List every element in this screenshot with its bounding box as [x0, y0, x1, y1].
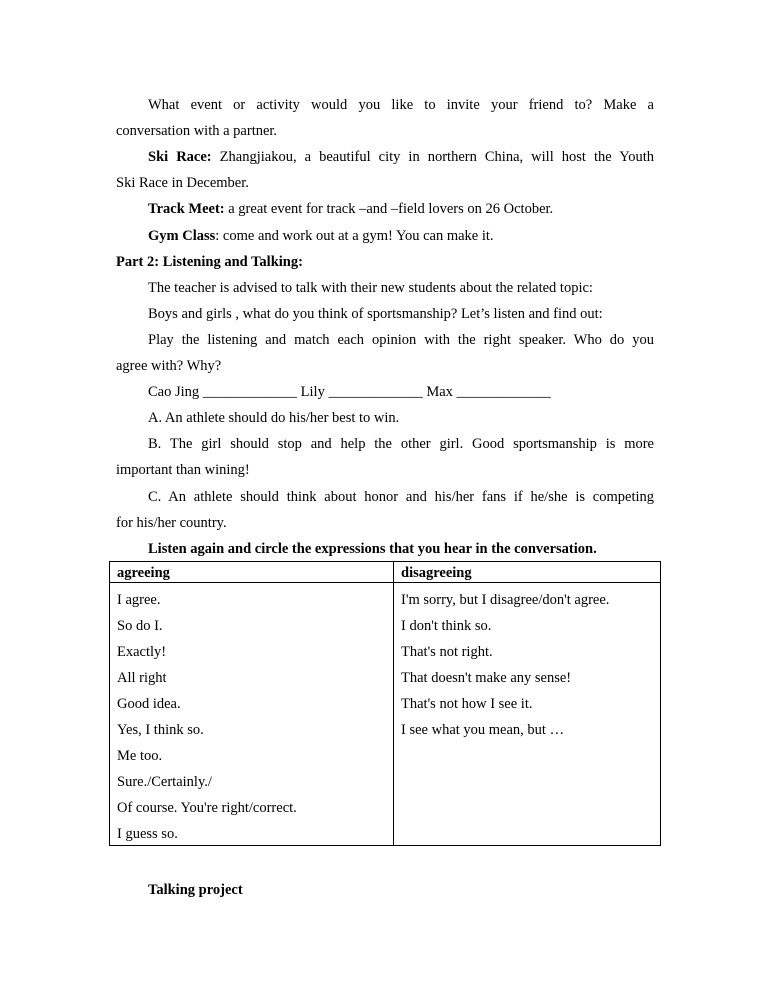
disagreeing-header: disagreeing: [394, 562, 661, 583]
teacher-note: The teacher is advised to talk with their new students about the related topic:: [148, 280, 593, 296]
option-b-line-2: important than wining!: [116, 462, 250, 478]
option-c-line-2: for his/her country.: [116, 515, 227, 531]
agreeing-header: agreeing: [110, 562, 394, 583]
agreeing-column: [110, 583, 394, 846]
disagreeing-item: I'm sorry, but I disagree/don't agree.: [401, 592, 610, 608]
play-instruction-line-1: Play the listening and match each opinion with the right speaker. Who do you: [148, 332, 654, 348]
disagreeing-item: That's not how I see it.: [401, 696, 533, 712]
option-b-line-1: B. The girl should stop and help the other girl. Good sportsmanship is more: [148, 436, 654, 452]
track-meet-text: a great event for track –and –field lovers on 26 October.: [224, 201, 554, 217]
disagreeing-item: That doesn't make any sense!: [401, 670, 572, 686]
table-header-row: [110, 562, 661, 583]
agreeing-item: All right: [117, 670, 167, 686]
gym-class-label: Gym Class: [148, 228, 216, 244]
expressions-table: [109, 561, 661, 846]
disagreeing-item: I see what you mean, but …: [401, 722, 565, 738]
ski-race-label: Ski Race:: [148, 149, 212, 165]
disagreeing-column: [394, 583, 661, 846]
agreeing-item: I guess so.: [117, 826, 178, 842]
disagreeing-item: I don't think so.: [401, 618, 492, 634]
option-c-line-1: C. An athlete should think about honor and his/her fans if he/she is competing: [148, 489, 654, 505]
agreeing-item: So do I.: [117, 618, 163, 634]
gym-class-text: : come and work out at a gym! You can make it.: [215, 228, 494, 244]
ski-race-line-1: [148, 148, 654, 166]
speaker-blanks: Cao Jing _____________ Lily _____________ Max _____________: [148, 384, 551, 400]
listen-again-instruction: Listen again and circle the expressions that you hear in the conversation.: [148, 541, 597, 557]
track-meet-line: [148, 200, 654, 218]
agreeing-item: Sure./Certainly./: [117, 774, 212, 790]
agreeing-item: Me too.: [117, 748, 163, 764]
track-meet-label: Track Meet:: [148, 201, 225, 217]
gym-class-line: [148, 227, 654, 245]
question-line-2: conversation with a partner.: [116, 123, 278, 139]
ski-race-text: Zhangjiakou, a beautiful city in northern China, will host the Youth: [211, 149, 654, 165]
part2-heading: Part 2: Listening and Talking:: [116, 254, 303, 270]
agreeing-item: Good idea.: [117, 696, 181, 712]
table-body-row: [110, 583, 661, 846]
talking-project-heading: Talking project: [148, 882, 243, 898]
agreeing-item: Of course. You're right/correct.: [117, 800, 297, 816]
boys-girls-prompt: Boys and girls , what do you think of sportsmanship? Let’s listen and find out:: [148, 306, 603, 322]
play-instruction-line-2: agree with? Why?: [116, 358, 222, 374]
option-a: A. An athlete should do his/her best to win.: [148, 410, 400, 426]
disagreeing-item: That's not right.: [401, 644, 493, 660]
agreeing-item: Exactly!: [117, 644, 167, 660]
question-line-1: What event or activity would you like to invite your friend to? Make a: [148, 97, 654, 113]
ski-race-line-2: Ski Race in December.: [116, 175, 249, 191]
agreeing-item: I agree.: [117, 592, 161, 608]
agreeing-item: Yes, I think so.: [117, 722, 204, 738]
